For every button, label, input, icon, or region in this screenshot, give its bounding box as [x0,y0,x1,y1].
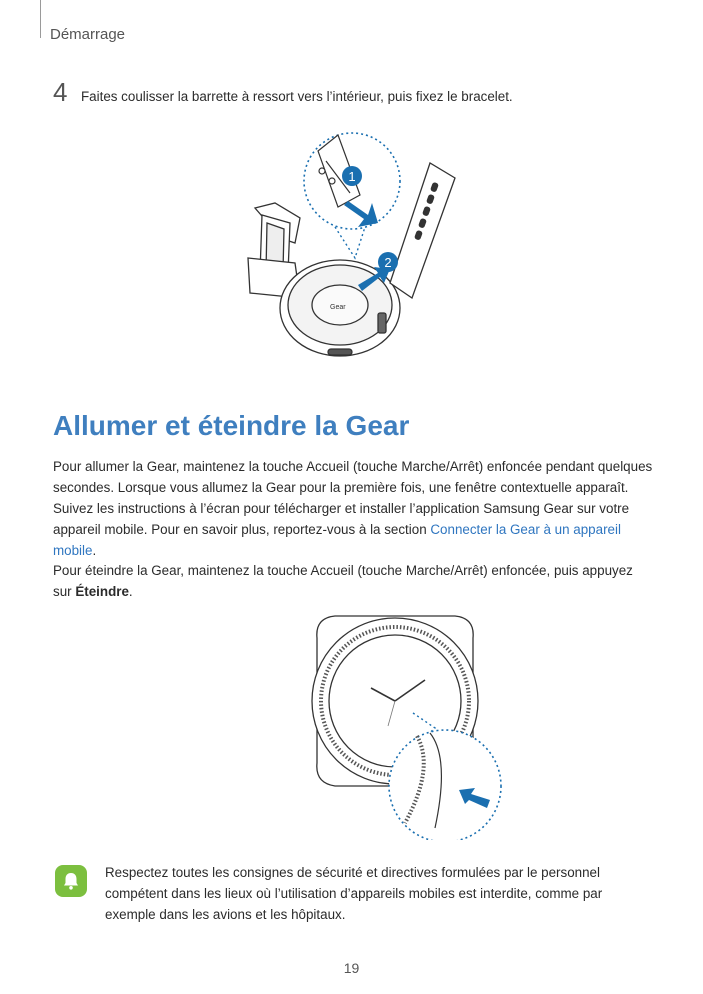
home-key-magnifier [389,730,501,840]
running-header: Démarrage [50,26,126,43]
bell-icon [61,871,81,891]
power-off-option: Éteindre [75,584,129,599]
header-rule [40,0,41,38]
note-bell-icon [55,865,87,897]
step-number: 4 [53,77,68,107]
power-on-paragraph [53,456,653,561]
step-text: Faites coulisser la barrette à ressort vers l’intérieur, puis fixez le bracelet. [81,89,513,104]
watch-back-illustration [248,203,400,356]
safety-note: Respectez toutes les consignes de sécurité et directives formulées par le personnel compétent dans les lieux où l’utilisation d’appareils mobiles est interdite, comme par exemple dans les avions et les hôpitaux. [105,865,603,922]
brand-mark: Gear [330,304,346,311]
callout-1-label: 1 [348,169,356,184]
power-off-paragraph [53,560,653,602]
power-off-end: . [128,584,133,599]
watch-front-illustration [285,608,515,840]
step-4 [53,79,513,105]
callout-2-label: 2 [384,255,392,270]
strap-attachment-illustration [240,123,465,365]
power-on-text: Pour allumer la Gear, maintenez la touche Accueil (touche Marche/Arrêt) enfoncée pendant quelques secondes. Lorsque vous allumez la Gear pour la première fois, une fenêtre contextuelle apparaît. Suivez les instructions à l’écran pour télécharger et installer l’application Samsung Gear sur votre appareil mobile. Pour en savoir plus, reportez-vous à la section [53,459,653,537]
connect-gear-link[interactable]: Connecter la Gear à un appareil mobile [53,522,621,558]
power-off-text: Pour éteindre la Gear, maintenez la touche Accueil (touche Marche/Arrêt) enfoncée, puis appuyez sur [53,563,633,599]
page-number: 19 [343,960,360,976]
power-on-end: . [92,543,97,558]
section-title: Allumer et éteindre la Gear [53,410,410,441]
